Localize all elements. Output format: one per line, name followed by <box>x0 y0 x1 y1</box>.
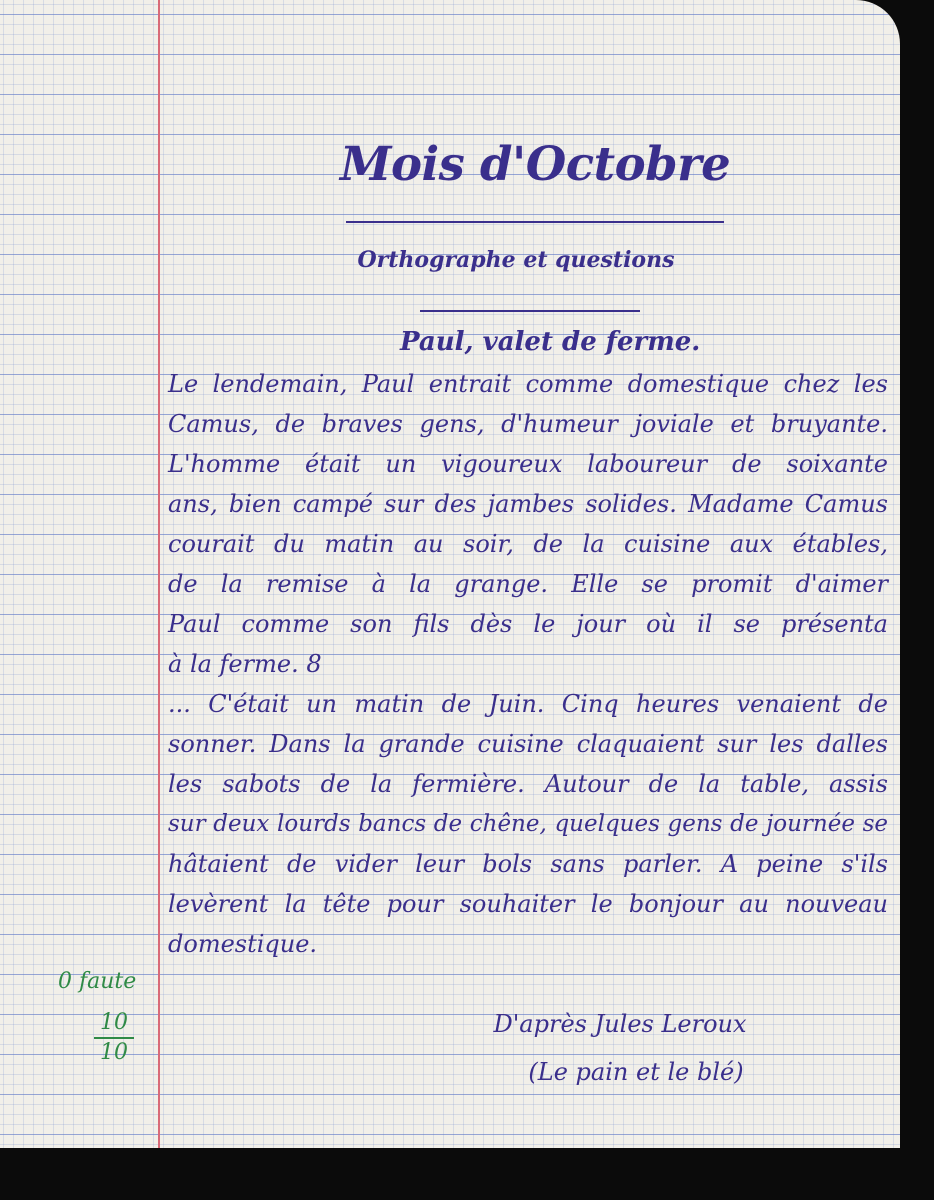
text-line: hâtaient de vider leur bols sans parler. A peine s'ils <box>168 850 888 878</box>
text-line: ans, bien campé sur des jambes solides. Madame Camus <box>168 490 888 518</box>
attribution: D'après Jules Leroux <box>493 1010 747 1038</box>
text-line: Camus, de braves gens, d'humeur joviale et bruyante. <box>168 410 888 438</box>
source-title: (Le pain et le blé) <box>528 1058 744 1086</box>
text-title: Paul, valet de ferme. <box>400 327 701 357</box>
text-line: sur deux lourds bancs de chêne, quelques gens de journée se <box>168 811 888 837</box>
dictation-text <box>168 364 888 964</box>
subtitle-underline <box>420 310 640 312</box>
scan-background <box>0 1148 934 1200</box>
text-line: Paul comme son fils dès le jour où il se présenta <box>168 610 888 638</box>
text-line: à la ferme. 8 <box>168 650 322 678</box>
page-title: Mois d'Octobre <box>340 136 731 191</box>
fraction-bar <box>94 1037 134 1039</box>
grade-score <box>92 1010 136 1066</box>
margin-line <box>158 0 160 1148</box>
text-line: Le lendemain, Paul entrait comme domestique chez les <box>168 370 888 398</box>
text-line: de la remise à la grange. Elle se promit d'aimer <box>168 570 888 598</box>
text-line: sonner. Dans la grande cuisine claquaient sur les dalles <box>168 730 888 758</box>
section-subtitle: Orthographe et questions <box>357 247 675 273</box>
grade-numerator: 10 <box>100 1010 128 1035</box>
text-line: levèrent la tête pour souhaiter le bonjour au nouveau <box>168 890 888 918</box>
text-line: ... C'était un matin de Juin. Cinq heures venaient de <box>168 690 888 718</box>
title-underline <box>346 221 724 223</box>
grade-denominator: 10 <box>100 1040 128 1065</box>
text-line: les sabots de la fermière. Autour de la table, assis <box>168 770 888 798</box>
grade-faults: 0 faute <box>58 969 137 994</box>
text-line: L'homme était un vigoureux laboureur de soixante <box>168 450 888 478</box>
text-line: domestique. <box>168 930 318 958</box>
text-line: courait du matin au soir, de la cuisine aux étables, <box>168 530 888 558</box>
